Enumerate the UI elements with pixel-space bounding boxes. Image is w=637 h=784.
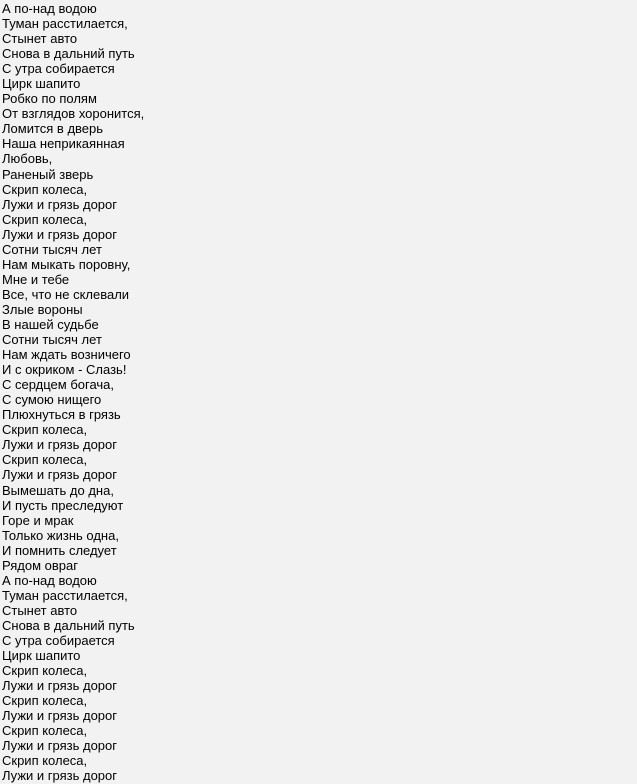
lyrics-line: Скрип колеса, (2, 753, 88, 769)
lyrics-line: С утра собирается (2, 61, 115, 77)
lyrics-line: Робко по полям (2, 91, 97, 107)
lyrics-line: А по-над водою (2, 572, 97, 588)
lyrics-line: Раненый зверь (2, 166, 94, 182)
lyrics-line: Скрип колеса, (2, 663, 88, 679)
lyrics-line: С утра собирается (2, 632, 115, 648)
lyrics-line: Лужи и грязь дорог (2, 678, 117, 694)
lyrics-line: Скрип колеса, (2, 693, 88, 709)
lyrics-line: Лужи и грязь дорог (2, 768, 117, 784)
lyrics-line: И с окриком - Слазь! (2, 362, 127, 378)
lyrics-line: Стынет авто (2, 602, 78, 618)
lyrics-line: С сердцем богача, (2, 377, 115, 393)
lyrics-line: А по-над водою (2, 1, 97, 16)
lyrics-line: И пусть преследуют (2, 497, 124, 513)
lyrics-line: И помнить следует (2, 542, 117, 558)
lyrics-line: Только жизнь одна, (2, 527, 119, 543)
lyrics-line: Нам ждать возничего (2, 347, 131, 363)
lyrics-line: Цирк шапито (2, 648, 81, 664)
lyrics-line: Любовь, (2, 151, 53, 167)
lyrics-line: Цирк шапито (2, 76, 81, 92)
lyrics-line: Лужи и грязь дорог (2, 226, 117, 242)
lyrics-line: Скрип колеса, (2, 452, 88, 468)
lyrics-line: От взглядов хоронится, (2, 106, 145, 122)
lyrics-line: Плюхнуться в грязь (2, 407, 121, 423)
lyrics-line: Ломится в дверь (2, 121, 104, 137)
lyrics-line: Все, что не склевали (2, 286, 130, 302)
lyrics-line: В нашей судьбе (2, 316, 99, 332)
lyrics-line: Лужи и грязь дорог (2, 467, 117, 483)
lyrics-line: Нам мыкать поровну, (2, 256, 131, 272)
lyrics-line: Скрип колеса, (2, 723, 88, 739)
lyrics-line: Снова в дальний путь (2, 617, 135, 633)
lyrics-line: Горе и мрак (2, 512, 74, 528)
lyrics-line: Лужи и грязь дорог (2, 708, 117, 724)
lyrics-line: Лужи и грязь дорог (2, 437, 117, 453)
lyrics-line: Сотни тысяч лет (2, 332, 102, 348)
lyrics-line: Скрип колеса, (2, 211, 88, 227)
lyrics-line: Стынет авто (2, 31, 78, 47)
lyrics-line: Злые вороны (2, 301, 83, 317)
lyrics-line: Туман расстилается, (2, 587, 128, 603)
lyrics-line: Скрип колеса, (2, 181, 88, 197)
lyrics-line: Сотни тысяч лет (2, 241, 102, 257)
lyrics-line: Наша неприкаянная (2, 136, 125, 152)
lyrics-line: Вымешать до дна, (2, 482, 114, 498)
lyrics-line: Скрип колеса, (2, 422, 88, 438)
lyrics-line: Мне и тебе (2, 271, 70, 287)
lyrics-line: Снова в дальний путь (2, 46, 135, 62)
lyrics-line: Рядом овраг (2, 557, 78, 573)
lyrics-line: С сумою нищего (2, 392, 102, 408)
lyrics-line: Лужи и грязь дорог (2, 196, 117, 212)
lyrics-line: Лужи и грязь дорог (2, 738, 117, 754)
lyrics-line: Туман расстилается, (2, 16, 128, 32)
